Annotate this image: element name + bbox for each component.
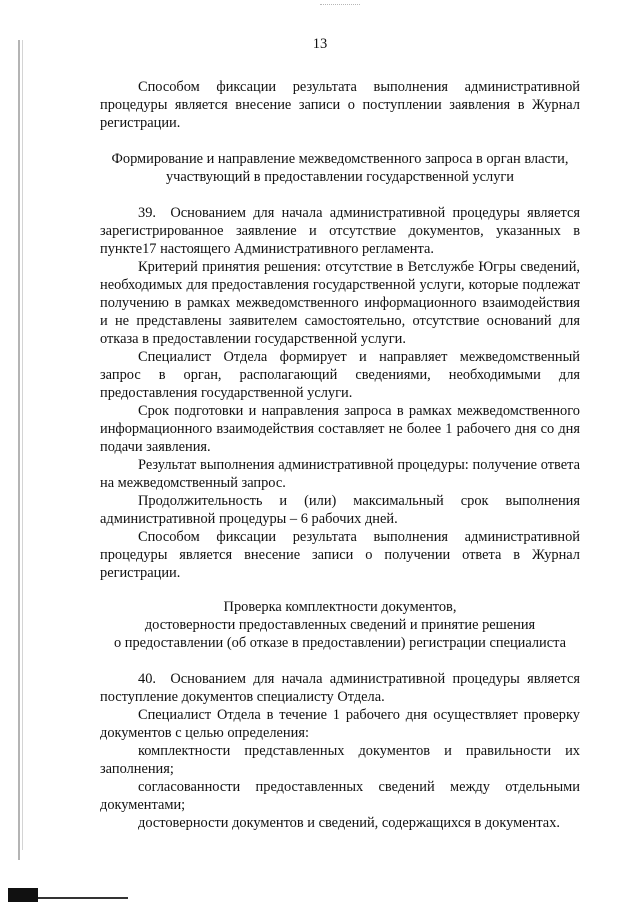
section-heading-2	[80, 598, 600, 652]
heading-line: Проверка комплектности документов,	[223, 599, 457, 615]
section-1-body	[100, 204, 580, 582]
paragraph: Способом фиксации результата выполнения административной процедуры является внесение записи о получении ответа в Журнал регистрации.	[100, 529, 580, 581]
heading-text: Формирование и направление межведомственного запроса в орган власти, участвующий в предоставлении государственной услуги	[111, 151, 569, 185]
scan-edge-line-secondary	[22, 40, 23, 850]
paragraph: 39. Основанием для начала административной процедуры является зарегистрированное заявление и отсутствие документов, указанных в пункте17 настоящего Административного регламента.	[100, 205, 580, 257]
paragraph: Способом фиксации результата выполнения административной процедуры является внесение записи о поступлении заявления в Журнал регистрации.	[100, 79, 580, 131]
heading-line: достоверности предоставленных сведений и принятие решения	[144, 617, 536, 633]
scan-corner-mark	[8, 888, 38, 902]
scan-edge-line	[18, 40, 20, 860]
paragraph: Специалист Отдела формирует и направляет межведомственный запрос в орган, располагающий сведениями, необходимыми для предоставления государственной услуги.	[100, 349, 580, 401]
list-item: достоверности документов и сведений, содержащихся в документах.	[138, 815, 560, 831]
top-paragraph-block	[100, 78, 580, 132]
section-heading-1	[95, 150, 585, 186]
paragraph: Результат выполнения административной процедуры: получение ответа на межведомственный запрос.	[100, 457, 580, 491]
scan-noise-mark	[320, 4, 360, 11]
list-item: комплектности представленных документов и правильности их заполнения;	[100, 743, 580, 777]
page-number: 13	[312, 36, 328, 52]
paragraph: Продолжительность и (или) максимальный срок выполнения административной процедуры – 6 рабочих дней.	[100, 493, 580, 527]
paragraph: Специалист Отдела в течение 1 рабочего дня осуществляет проверку документов с целью определения:	[100, 707, 580, 741]
section-2-body	[100, 670, 580, 832]
paragraph: Срок подготовки и направления запроса в рамках межведомственного информационного взаимодействия составляет не более 1 рабочего дня со дня подачи заявления.	[100, 403, 580, 455]
paragraph: 40. Основанием для начала административной процедуры является поступление документов специалисту Отдела.	[100, 671, 580, 705]
scan-bottom-line	[38, 897, 128, 899]
heading-line: о предоставлении (об отказе в предоставлении) регистрации специалиста	[113, 635, 566, 651]
paragraph: Критерий принятия решения: отсутствие в Ветслужбе Югры сведений, необходимых для предоставления государственной услуги, которые подлежат получению в рамках межведомственного информационного взаимодействия и не представлены заявителем самостоятельно, отсутствие оснований для отказа в предоставлении государственной услуги.	[100, 259, 580, 347]
list-item: согласованности предоставленных сведений между отдельными документами;	[100, 779, 580, 813]
